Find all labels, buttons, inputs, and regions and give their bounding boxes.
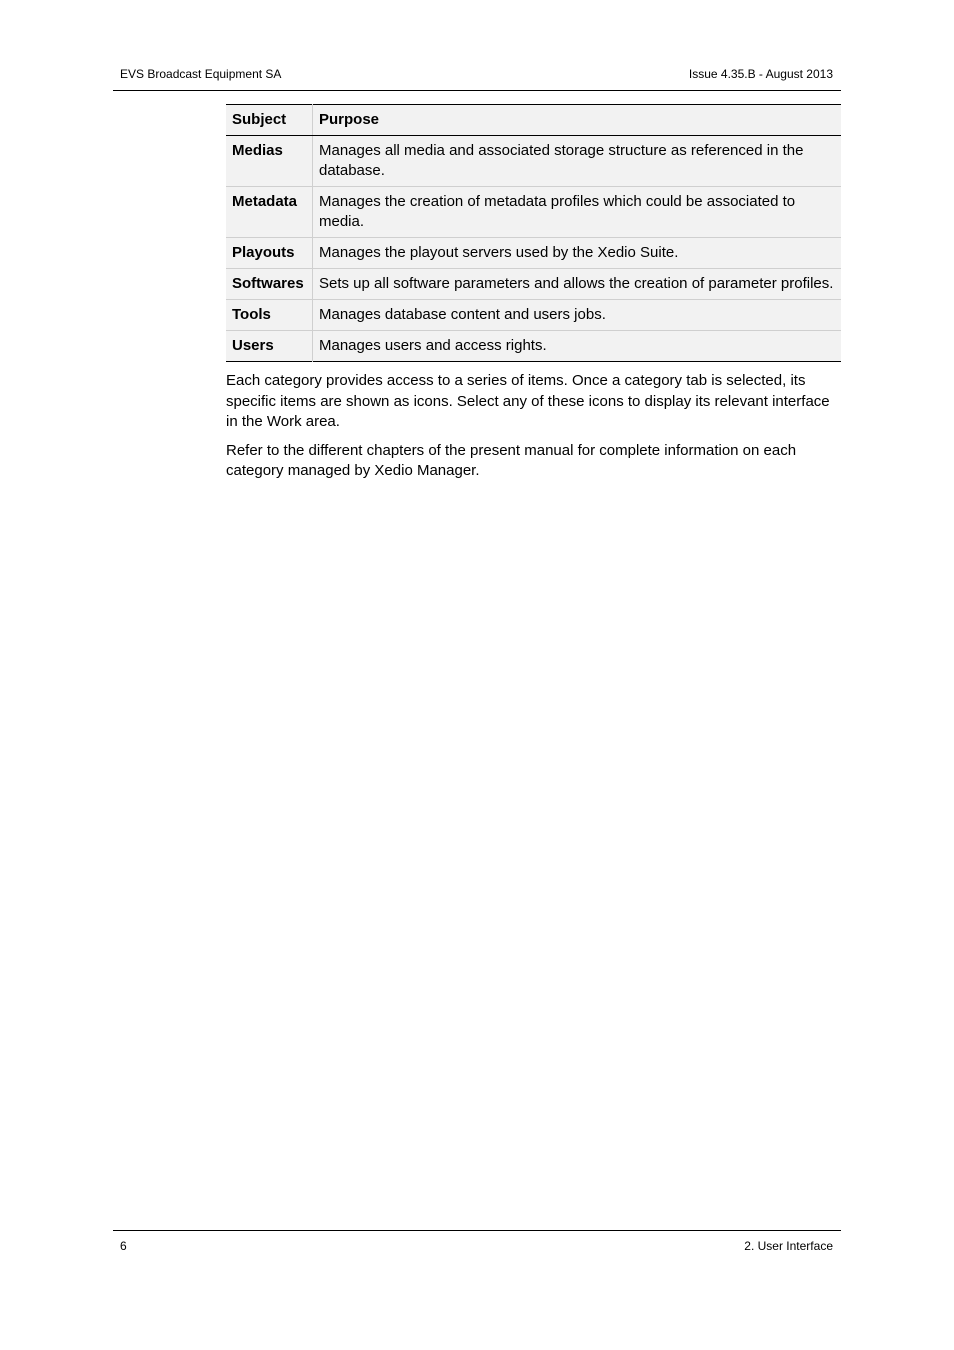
table-cell-subject: Tools <box>226 300 313 331</box>
page-footer <box>113 1230 841 1261</box>
table-cell-purpose: Manages database content and users jobs. <box>313 300 842 331</box>
subject-purpose-table <box>226 104 841 362</box>
page-content <box>226 104 842 482</box>
table-cell-purpose: Sets up all software parameters and allows the creation of parameter profiles. <box>313 269 842 300</box>
paragraph-refer: Refer to the different chapters of the present manual for complete information on each category managed by Xedio Manager. <box>226 441 797 479</box>
table-cell-purpose: Manages the playout servers used by the Xedio Suite. <box>313 238 842 269</box>
table-cell-purpose: Manages the creation of metadata profiles which could be associated to media. <box>313 187 842 238</box>
table-row <box>226 331 841 362</box>
table-row <box>226 300 841 331</box>
page-header <box>113 64 841 91</box>
column-header-purpose: Purpose <box>313 105 842 136</box>
header-company: EVS Broadcast Equipment SA <box>120 67 282 81</box>
table-cell-subject: Users <box>226 331 313 362</box>
table-cell-subject: Medias <box>226 136 313 187</box>
table-cell-subject: Metadata <box>226 187 313 238</box>
table-row <box>226 238 841 269</box>
table-row <box>226 136 841 187</box>
page-number: 6 <box>120 1239 127 1253</box>
table-cell-subject: Playouts <box>226 238 313 269</box>
table-cell-purpose: Manages users and access rights. <box>313 331 842 362</box>
table-row <box>226 187 841 238</box>
table-cell-purpose: Manages all media and associated storage structure as referenced in the database. <box>313 136 842 187</box>
footer-section: 2. User Interface <box>744 1239 833 1253</box>
table-header-row <box>226 105 841 136</box>
header-issue: Issue 4.35.B - August 2013 <box>688 67 833 81</box>
table-cell-subject: Softwares <box>226 269 313 300</box>
column-header-subject: Subject <box>226 105 313 136</box>
table-row <box>226 269 841 300</box>
paragraph-categories: Each category provides access to a series of items. Once a category tab is selected, its specific items are shown as icons. Select any of these icons to display its relevant interface in the Work area. <box>226 372 830 430</box>
